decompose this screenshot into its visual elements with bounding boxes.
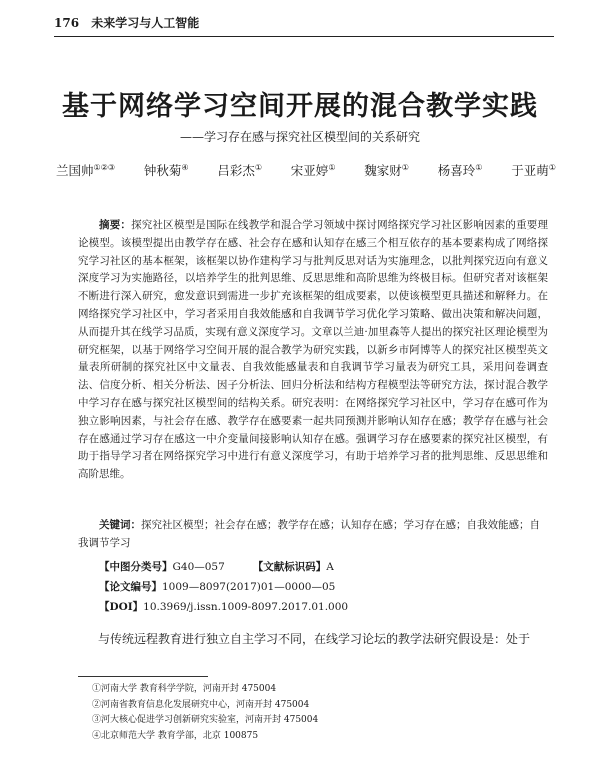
page-number: 176 xyxy=(54,16,80,30)
abstract-text: 探究社区模型是国际在线教学和混合学习领域中探讨网络探究学习社区影响因素的重要理论模型。该模型提出由教学存在感、社会存在感和认知存在感三个相互依存的基本要素构成了网络探究学习社区的基本框架，该框架以协作建构学习与批判反思对话为实施理念，以批判探究迈向有意义深度学习为实施路径，以培养学生的批判思维、反思思维和高阶思维为终极目标。但研究者对该框架不断进行深入研究，愈发意识到需进一步扩充该框架的组成要素，以使该模型更具描述和解释力。在网络探究学习社区中，学习者采用自我效能感和自我调节学习优化学习策略、做出决策和解决问题，从而提升其在线学习品质，实现有意义深度学习。文章以兰迪·加里森等人提出的探究社区理论模型为研究框架，以基于网络学习空间开展的混合教学为研究实践，以新乡市阿博等人的探究社区模型英文量表所研制的探究社区中文量表、自我效能感量表和自我调节学习量表为研究工具，采用问卷调查法、信度分析、相关分析法、因子分析法、回归分析法和结构方程模型法等研究方法，探讨混合教学中学习存在感与探究社区模型间的结构关系。研究表明：在网络探究学习社区中，学习存在感可作为独立影响因素，与社会存在感、教学存在感要素一起共同预测并影响认知存在感；教学存在感与社会存在感通过学习存在感这一中介变量间接影响认知存在感。强调学习存在感要素的探究社区模型，有助于指导学习者在网络探究学习中进行有意义深度学习，有助于培养学习者的批判思维、反思思维和高阶思维。 xyxy=(78,219,549,481)
keywords-label: 关键词： xyxy=(99,519,141,531)
paper-subtitle: ——学习存在感与探究社区模型间的关系研究 xyxy=(179,130,420,144)
author: 魏家财① xyxy=(364,162,409,178)
keywords xyxy=(78,517,548,553)
footnote: ①河南大学 教育科学学院，河南开封 475004 xyxy=(92,684,277,694)
abstract-label: 摘要： xyxy=(99,219,132,231)
footnote: ②河南省教育信息化发展研究中心，河南开封 475004 xyxy=(92,699,310,710)
footnote-rule xyxy=(78,676,208,677)
abstract xyxy=(78,217,548,484)
author: 宋亚婷① xyxy=(290,162,336,178)
keywords-text: 探究社区模型；社会存在感；教学存在感；认知存在感；学习存在感；自我效能感；自我调节学习 xyxy=(78,519,540,549)
author: 兰国帅①②③ xyxy=(56,162,116,178)
author-list xyxy=(56,161,556,179)
footnote: ③河大核心促进学习创新研究实验室，河南开封 475004 xyxy=(92,715,319,725)
author: 钟秋菊④ xyxy=(143,162,189,178)
body-paragraph: 与传统远程教育进行独立自主学习不同，在线学习论坛的教学法研究假设是：处于 xyxy=(98,632,531,646)
journal-name: 未来学习与人工智能 xyxy=(91,16,200,30)
footnote: ④北京师范大学 教育学部，北京 100875 xyxy=(92,730,259,741)
footnotes xyxy=(92,682,318,744)
author: 于亚萌① xyxy=(511,162,556,178)
header-rule xyxy=(54,36,554,37)
article-number-line: 【论文编号】1009—8097(2017)01—0000—05 xyxy=(99,581,336,593)
doi-line: 【DOI】10.3969/j.issn.1009-8097.2017.01.000 xyxy=(99,601,349,613)
author: 杨喜玲① xyxy=(437,162,483,178)
author: 吕彩杰① xyxy=(217,162,262,178)
running-header xyxy=(54,14,554,34)
paper-title: 基于网络学习空间开展的混合教学实践 xyxy=(62,91,538,122)
classification-line: 【中图分类号】G40—057 【文献标识码】A xyxy=(99,561,334,573)
